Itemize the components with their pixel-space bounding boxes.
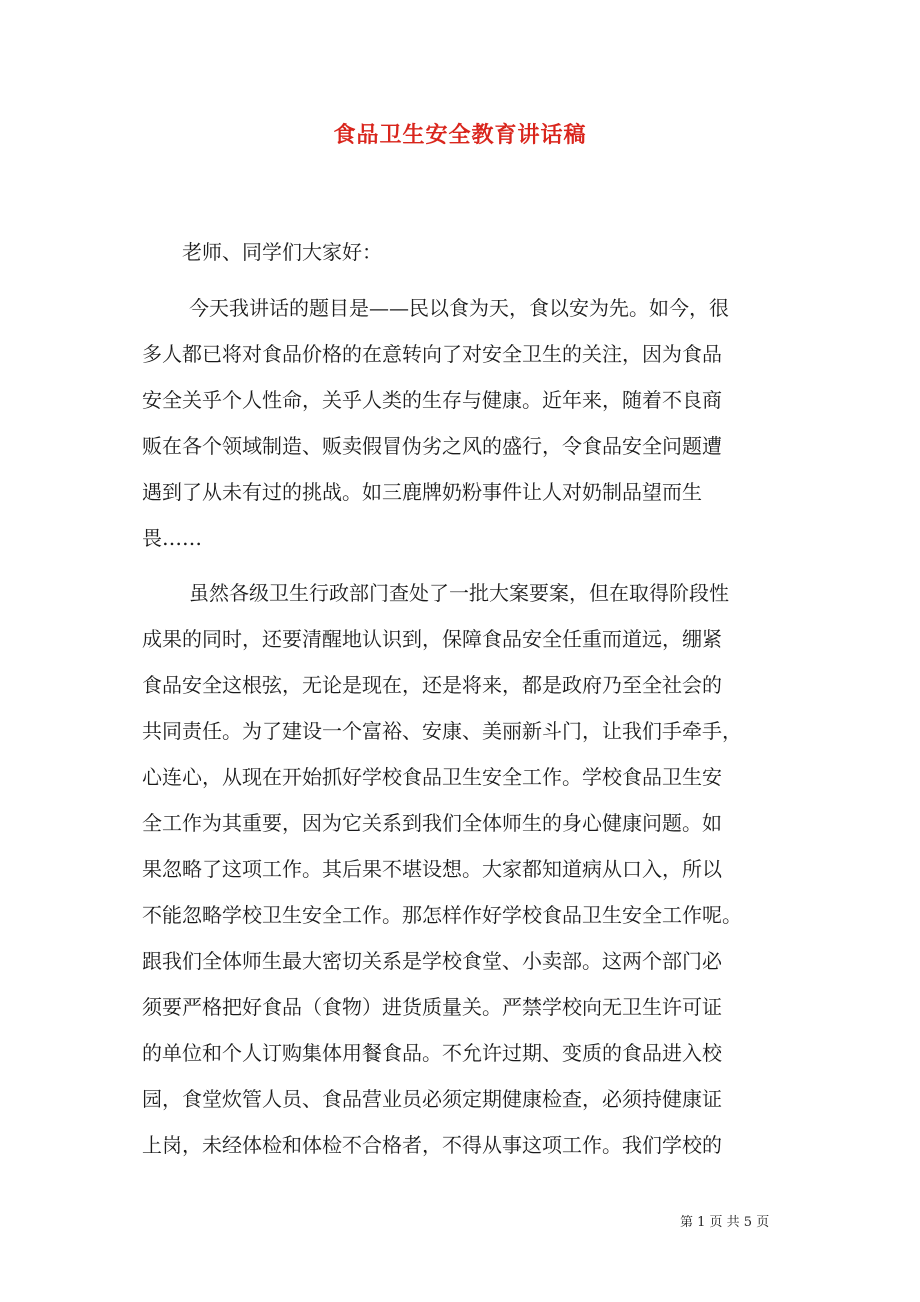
body-line: 贩在各个领域制造、贩卖假冒伪劣之风的盛行，令食品安全问题遭 xyxy=(142,434,722,458)
document-title: 食品卫生安全教育讲话稿 xyxy=(333,122,587,148)
body-line: 多人都已将对食品价格的在意转向了对安全卫生的关注，因为食品 xyxy=(142,342,722,366)
body-line: 虽然各级卫生行政部门查处了一批大案要案，但在取得阶段性 xyxy=(189,581,729,605)
body-line: 不能忽略学校卫生安全工作。那怎样作好学校食品卫生安全工作呢。 xyxy=(142,903,742,927)
body-line: 果忽略了这项工作。其后果不堪设想。大家都知道病从口入，所以 xyxy=(142,857,722,881)
body-line: 成果的同时，还要清醒地认识到，保障食品安全任重而道远，绷紧 xyxy=(142,627,722,651)
body-line: 须要严格把好食品（食物）进货质量关。严禁学校向无卫生许可证 xyxy=(142,995,722,1019)
body-line: 的单位和个人订购集体用餐食品。不允许过期、变质的食品进入校 xyxy=(142,1041,722,1065)
body-line: 全工作为其重要，因为它关系到我们全体师生的身心健康问题。如 xyxy=(142,811,722,835)
body-line: 食品安全这根弦，无论是现在，还是将来，都是政府乃至全社会的 xyxy=(142,673,722,697)
body-line: 安全关乎个人性命，关乎人类的生存与健康。近年来，随着不良商 xyxy=(142,388,722,412)
body-line: 畏…… xyxy=(142,526,202,550)
page-number: 第 1 页 共 5 页 xyxy=(680,1215,770,1230)
body-line: 跟我们全体师生最大密切关系是学校食堂、小卖部。这两个部门必 xyxy=(142,949,722,973)
greeting-line: 老师、同学们大家好： xyxy=(182,240,382,264)
body-line: 共同责任。为了建设一个富裕、安康、美丽新斗门，让我们手牵手， xyxy=(142,719,742,743)
body-line: 今天我讲话的题目是——民以食为天，食以安为先。如今，很 xyxy=(189,296,729,320)
body-line: 园，食堂炊管人员、食品营业员必须定期健康检查，必须持健康证 xyxy=(142,1087,722,1111)
body-line: 遇到了从未有过的挑战。如三鹿牌奶粉事件让人对奶制品望而生 xyxy=(142,480,702,504)
body-line: 上岗，未经体检和体检不合格者，不得从事这项工作。我们学校的 xyxy=(142,1133,722,1157)
body-line: 心连心，从现在开始抓好学校食品卫生安全工作。学校食品卫生安 xyxy=(142,765,722,789)
